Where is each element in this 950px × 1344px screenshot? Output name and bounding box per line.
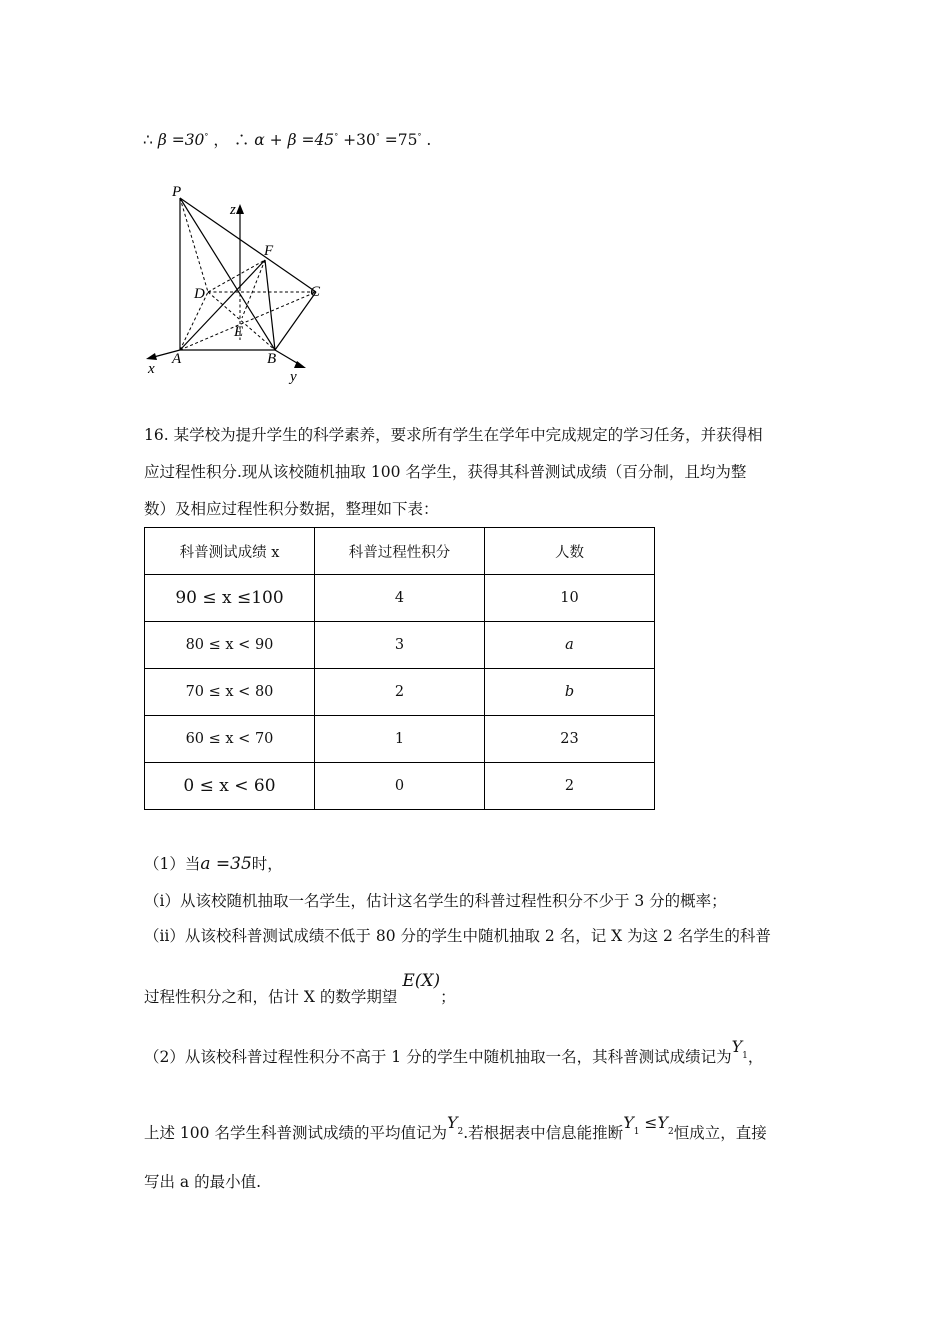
q2-line2-mid: .若根据表中信息能推断: [463, 1124, 624, 1142]
pyramid-figure: [140, 180, 340, 385]
question-2-line-3: 写出 a 的最小值.: [144, 1173, 262, 1191]
table-row: [145, 622, 655, 669]
points-cell: 1: [315, 716, 485, 763]
edge-PB: [180, 198, 275, 350]
expectation-symbol: E(X): [402, 971, 441, 991]
ineq-le-symbol: ≤: [639, 1114, 658, 1132]
problem-line-1: 16. 某学校为提升学生的科学素养，要求所有学生在学年中完成规定的学习任务，并获得相: [144, 426, 763, 444]
header-cell: 科普过程性积分: [315, 528, 485, 575]
q2-line1-prefix: （2）从该校科普过程性积分不高于 1 分的学生中随机抽取一名，其科普测试成绩记为: [144, 1048, 732, 1066]
label-B: B: [267, 351, 277, 367]
problem-line-2: 应过程性积分.现从该校随机抽取 100 名学生，获得其科普测试成绩（百分制，且均为整: [144, 463, 747, 481]
label-x: x: [148, 361, 155, 377]
edge-BC: [275, 292, 316, 350]
table-header-row: [145, 528, 655, 575]
label-z: z: [230, 202, 236, 218]
score-range-cell: 90 ≤ x ≤100: [145, 575, 315, 622]
points-cell: 3: [315, 622, 485, 669]
score-table: [144, 527, 655, 810]
period: .: [426, 131, 432, 149]
q2-comma: ，: [747, 1048, 764, 1066]
q1-suffix: 时，: [251, 855, 283, 873]
solution-line: [143, 128, 431, 150]
question-2-line-2: [144, 1113, 767, 1143]
count-cell: 10: [485, 575, 655, 622]
qii-suffix: ；: [440, 988, 456, 1006]
qii-line2-prefix: 过程性积分之和，估计 X 的数学期望: [144, 988, 398, 1006]
equals-75: =75: [379, 131, 418, 149]
count-cell: 23: [485, 716, 655, 763]
x-arrow-icon: [146, 353, 157, 360]
header-cell: 科普测试成绩 x: [145, 528, 315, 575]
label-A: A: [172, 351, 182, 367]
edge-DF: [208, 260, 265, 292]
question-1: [144, 852, 283, 874]
plus-30: +30: [338, 131, 376, 149]
count-cell: 2: [485, 763, 655, 810]
y2-subscript: 2: [457, 1127, 464, 1137]
edge-FE: [242, 260, 265, 318]
q1-math: a =35: [200, 854, 252, 874]
edge-PD: [180, 198, 208, 292]
score-range-cell: 0 ≤ x < 60: [145, 763, 315, 810]
q1-prefix: （1）当: [144, 855, 201, 873]
alpha-beta-sum: α + β =45: [254, 131, 335, 149]
table-row: [145, 669, 655, 716]
points-cell: 4: [315, 575, 485, 622]
score-range-cell: 70 ≤ x < 80: [145, 669, 315, 716]
label-C: C: [310, 284, 321, 300]
table-row: [145, 716, 655, 763]
degree-mark: °: [417, 131, 422, 141]
therefore-symbol: ∴: [233, 131, 250, 149]
ineq-y2-subscript: 2: [667, 1127, 674, 1137]
points-cell: 2: [315, 669, 485, 716]
label-D: D: [194, 286, 205, 302]
q2-line2-prefix: 上述 100 名学生科普测试成绩的平均值记为: [144, 1124, 447, 1142]
z-arrow-icon: [236, 204, 244, 214]
score-range-cell: 80 ≤ x < 90: [145, 622, 315, 669]
label-F: F: [264, 243, 274, 259]
q2-line2-suffix: 恒成立，直接: [673, 1124, 767, 1142]
beta-equation: β =30: [157, 131, 205, 149]
degree-mark: °: [375, 131, 380, 141]
degree-mark: °: [204, 131, 209, 141]
ineq-y2-symbol: Y: [657, 1113, 668, 1132]
y1-subscript: 1: [742, 1051, 748, 1061]
score-range-cell: 60 ≤ x < 70: [145, 716, 315, 763]
count-cell: b: [485, 669, 655, 716]
label-P: P: [172, 184, 182, 200]
y2-symbol: Y: [446, 1113, 458, 1132]
question-1-i: （i）从该校随机抽取一名学生，估计这名学生的科普过程性积分不少于 3 分的概率；: [144, 892, 727, 910]
question-2-line-1: [144, 1037, 764, 1067]
label-E: E: [234, 324, 244, 340]
points-cell: 0: [315, 763, 485, 810]
problem-line-3: 数）及相应过程性积分数据，整理如下表：: [144, 500, 439, 518]
comma: ，: [213, 131, 229, 149]
count-cell: a: [485, 622, 655, 669]
table-row: [145, 575, 655, 622]
ineq-y1-subscript: 1: [633, 1127, 640, 1137]
degree-mark: °: [334, 131, 339, 141]
question-1-ii-line-1: （ⅱ）从该校科普测试成绩不低于 80 分的学生中随机抽取 2 名，记 X 为这 2 名学生的科普: [144, 927, 771, 945]
ineq-y1-symbol: Y: [623, 1113, 634, 1132]
table-row: [145, 763, 655, 810]
edge-DB: [208, 292, 275, 350]
therefore-symbol: ∴: [143, 131, 153, 149]
question-1-ii-line-2: [144, 971, 456, 1007]
header-cell: 人数: [485, 528, 655, 575]
y1-symbol: Y: [731, 1037, 743, 1056]
label-y: y: [290, 369, 297, 385]
